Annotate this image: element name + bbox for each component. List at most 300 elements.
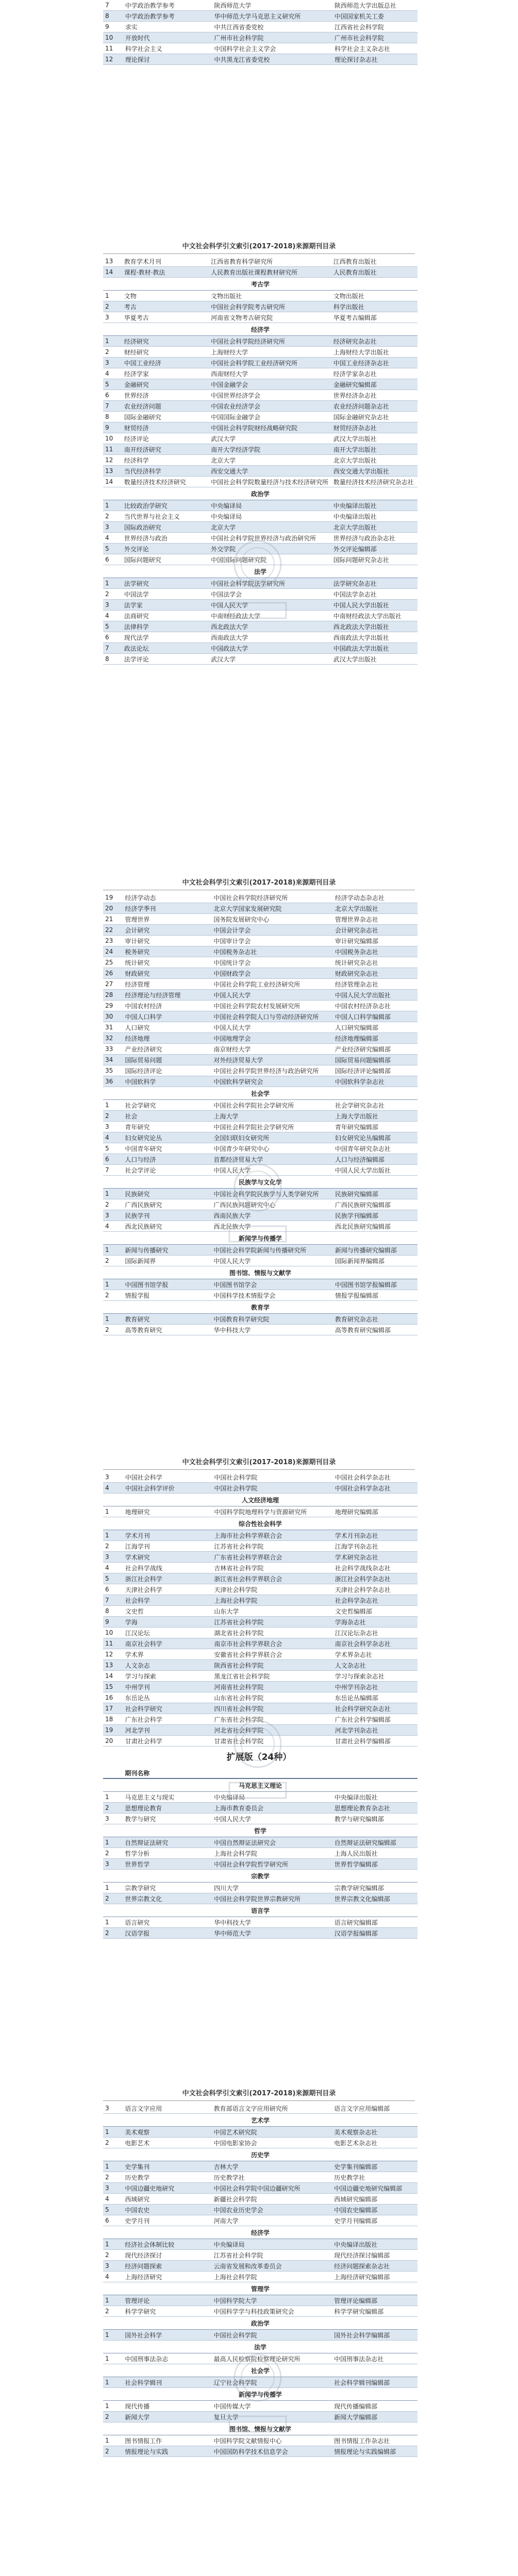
- journal-name: 中州学刊: [123, 1682, 212, 1692]
- journal-row: [103, 1714, 417, 1725]
- journal-org: 四川大学: [212, 1883, 332, 1893]
- journal-num: 5: [103, 621, 122, 632]
- journal-pub: 浙江社会科学杂志社: [333, 1573, 417, 1584]
- journal-name: 世界宗教文化: [123, 1893, 212, 1904]
- journal-name: 经济科学: [122, 455, 209, 466]
- journal-org: 江苏省社会科学院: [212, 2250, 332, 2261]
- journal-name: 学术研究: [123, 1552, 212, 1563]
- journal-pub: 江西教育出版社: [331, 256, 417, 267]
- section-title: 人文经济地理: [103, 1494, 417, 1506]
- journal-name: 青年研究: [123, 1122, 211, 1132]
- journal-num: 6: [103, 1584, 123, 1595]
- journal-name: 文物: [122, 291, 209, 301]
- journal-row: [103, 990, 417, 1001]
- journal-pub: 高等教育研究编辑部: [333, 1325, 417, 1335]
- journal-pub: 陕西师范大学出版总社: [332, 0, 417, 11]
- journal-name: 社会学评论: [123, 1165, 211, 1176]
- journal-name: 社会: [123, 1111, 211, 1122]
- journal-pub: 社会学研究杂志社: [333, 1100, 417, 1111]
- journal-num: 5: [103, 1143, 123, 1154]
- journal-row: [103, 892, 417, 903]
- journal-name: 中学政治教学参考: [123, 0, 212, 11]
- journal-num: 27: [103, 979, 123, 990]
- section-title: 经济学: [103, 323, 417, 336]
- journal-org: 安徽省社会科学界联合会: [212, 1649, 332, 1660]
- journal-row: [103, 1792, 417, 1803]
- journal-org: 江苏省社会科学院: [212, 1617, 332, 1628]
- journal-num: 17: [103, 1703, 123, 1714]
- journal-pub: 东岳论丛编辑部: [333, 1692, 417, 1703]
- journal-pub: 江汉论坛杂志社: [333, 1628, 417, 1638]
- journal-row: [103, 2412, 417, 2422]
- journal-pub: 现代经济探讨编辑部: [332, 2250, 417, 2261]
- journal-name: 中国社会科学: [123, 1472, 212, 1483]
- journal-num: 1: [103, 1530, 123, 1541]
- journal-pub: 文史哲编辑部: [333, 1606, 417, 1617]
- journal-row: [103, 946, 417, 957]
- journal-pub: 国际经济评论编辑部: [333, 1065, 417, 1076]
- journal-num: 28: [103, 990, 123, 1001]
- journal-num: 4: [103, 611, 122, 621]
- journal-row: [103, 466, 417, 477]
- journal-org: 中国社会科学院世界经济与政治研究所: [211, 1065, 332, 1076]
- journal-num: 5: [103, 544, 122, 554]
- journal-num: 4: [103, 1221, 123, 1232]
- journal-name: 国际新闻界: [123, 1256, 211, 1266]
- journal-org: 江苏省社会科学院: [212, 1541, 332, 1552]
- journal-org: 吉林大学: [212, 2161, 332, 2172]
- journal-org: 中国税务杂志社: [211, 946, 332, 957]
- journal-num: 11: [103, 43, 123, 54]
- journal-name: 社会科学: [123, 1595, 212, 1606]
- journal-num: 2: [103, 1256, 123, 1266]
- journal-name: 产业经济研究: [123, 1044, 211, 1055]
- journal-name: 比较政治学研究: [122, 500, 209, 511]
- journal-num: 12: [103, 54, 123, 65]
- section-heading: [103, 2341, 417, 2353]
- journal-org: 上海社会科学院: [212, 2272, 332, 2282]
- journal-org: 湖北省社会科学院: [212, 1628, 332, 1638]
- section-title: 艺术学: [103, 2114, 417, 2127]
- journal-num: 6: [103, 2215, 123, 2226]
- journal-org: 中国财政学会: [211, 968, 332, 979]
- journal-num: 2: [103, 301, 122, 312]
- journal-org: 中国社会科学院社会学研究所: [211, 1122, 332, 1132]
- journal-name: 农业经济问题: [122, 401, 209, 412]
- journal-row: [103, 2377, 417, 2388]
- journal-org: 文物出版社: [209, 291, 331, 301]
- journal-pub: 中国青年研究杂志社: [333, 1143, 417, 1154]
- journal-row: [103, 368, 417, 379]
- journal-org: 中南财经政法大学: [209, 611, 331, 621]
- journal-name: 语言研究: [123, 1917, 212, 1928]
- journal-num: 19: [103, 892, 123, 903]
- section-heading: [103, 1232, 417, 1245]
- journal-num: 3: [103, 2183, 123, 2194]
- journal-row: [103, 1692, 417, 1703]
- journal-row: [103, 1143, 417, 1154]
- journal-name: 社会学研究: [123, 1100, 211, 1111]
- journal-name: 中国人口科学: [123, 1011, 211, 1022]
- journal-num: 1: [103, 1883, 123, 1893]
- journal-num: 4: [103, 368, 122, 379]
- journal-num: 1: [103, 2239, 123, 2250]
- journal-row: [103, 1736, 417, 1747]
- section-title: 考古学: [103, 278, 417, 291]
- journal-name: 经济学动态: [123, 892, 211, 903]
- journal-org: 中国国际金融学会: [209, 412, 331, 422]
- journal-row: [103, 1848, 417, 1859]
- journal-num: 1: [103, 291, 122, 301]
- journal-num: 8: [103, 1606, 123, 1617]
- journal-num: 1: [103, 1837, 123, 1848]
- journal-pub: 理论探讨杂志社: [332, 54, 417, 65]
- journal-org: 中国自然辩证法研究会: [212, 1837, 332, 1848]
- journal-row: [103, 1928, 417, 1939]
- journal-row: [103, 1165, 417, 1176]
- journal-pub: 广西民族研究编辑部: [333, 1199, 417, 1210]
- journal-pub: 管理世界杂志社: [333, 914, 417, 925]
- journal-row: [103, 1111, 417, 1122]
- journal-pub: 华夏考古编辑部: [331, 312, 417, 323]
- journal-org: 山东省社会科学院: [212, 1692, 332, 1703]
- journal-num: 2: [103, 1290, 123, 1301]
- journal-num: 16: [103, 1692, 123, 1703]
- journal-row: [103, 2127, 417, 2138]
- journal-name: 国际政治研究: [122, 522, 209, 533]
- header-divider: [103, 2100, 415, 2101]
- journal-row: [103, 1573, 417, 1584]
- journal-org: 上海社会科学院: [212, 1595, 332, 1606]
- journal-name: 中学政治教学参考: [123, 11, 212, 22]
- journal-table: [103, 256, 417, 665]
- journal-pub: 经济学家杂志社: [331, 368, 417, 379]
- journal-num: 21: [103, 914, 123, 925]
- journal-name: 南开经济研究: [122, 444, 209, 455]
- section-heading: [103, 1494, 417, 1506]
- journal-name: 会计研究: [123, 925, 211, 936]
- journal-row: [103, 1837, 417, 1848]
- journal-org: 中国社会科学院考古研究所: [209, 301, 331, 312]
- journal-num: 8: [103, 11, 123, 22]
- journal-num: 35: [103, 1065, 123, 1076]
- document-page: [0, 0, 518, 65]
- journal-row: [103, 578, 417, 589]
- journal-row: [103, 2446, 417, 2457]
- journal-org: 中央编译局: [212, 2239, 332, 2250]
- journal-pub: 语言文字应用编辑部: [332, 2103, 417, 2114]
- journal-org: 全国妇联妇女研究所: [211, 1132, 332, 1143]
- journal-pub: 统计研究杂志社: [333, 957, 417, 968]
- journal-pub: 南开大学出版社: [331, 444, 417, 455]
- journal-num: 20: [103, 903, 123, 914]
- journal-pub: 学术研究杂志社: [333, 1552, 417, 1563]
- journal-pub: 学海杂志社: [333, 1617, 417, 1628]
- journal-org: 中共江西省委党校: [212, 22, 332, 32]
- journal-num: 2: [103, 1325, 123, 1335]
- journal-num: 7: [103, 401, 122, 412]
- journal-num: 3: [103, 2103, 123, 2114]
- journal-org: 西北民族大学: [211, 1221, 332, 1232]
- journal-num: 6: [103, 632, 122, 643]
- journal-pub: 上海财经大学出版社: [331, 347, 417, 358]
- journal-row: [103, 1703, 417, 1714]
- journal-row: [103, 1552, 417, 1563]
- journal-num: 13: [103, 466, 122, 477]
- journal-num: 1: [103, 2330, 123, 2341]
- column-header: [332, 1768, 417, 1778]
- journal-row: [103, 358, 417, 368]
- journal-org: 中国社会科学院工业经济研究所: [211, 979, 332, 990]
- journal-num: 1: [103, 1792, 123, 1803]
- journal-name: 数量经济技术经济研究: [122, 477, 209, 487]
- journal-row: [103, 1001, 417, 1011]
- journal-name: 美术观察: [123, 2127, 211, 2138]
- journal-row: [103, 267, 417, 278]
- journal-pub: 情报学报编辑部: [333, 1290, 417, 1301]
- journal-pub: 汉语学报编辑部: [332, 1928, 417, 1939]
- journal-row: [103, 957, 417, 968]
- journal-org: 中国世界经济学会: [209, 390, 331, 401]
- journal-num: 12: [103, 455, 122, 466]
- journal-org: 四川省社会科学院: [212, 1703, 332, 1714]
- journal-org: 中国社会科学院经济研究所: [209, 336, 331, 347]
- section-title: 语言学: [103, 1904, 417, 1917]
- journal-num: 31: [103, 1022, 123, 1033]
- journal-pub: 学习与探索杂志社: [333, 1671, 417, 1682]
- journal-num: 1: [103, 2401, 123, 2412]
- journal-pub: 美术观察杂志社: [332, 2127, 417, 2138]
- journal-row: [103, 522, 417, 533]
- section-title: 社会学: [103, 1087, 417, 1100]
- journal-name: 现代传播: [123, 2401, 211, 2412]
- journal-name: 世界哲学: [123, 1859, 212, 1870]
- journal-pub: 中国工业经济杂志社: [331, 358, 417, 368]
- journal-num: 3: [103, 1552, 123, 1563]
- journal-org: 历史教学社: [212, 2172, 332, 2183]
- journal-pub: 思想理论教育杂志社: [332, 1803, 417, 1814]
- journal-row: [103, 632, 417, 643]
- journal-row: [103, 589, 417, 600]
- journal-name: 开放时代: [123, 32, 212, 43]
- section-title: 马克思主义理论: [103, 1778, 417, 1792]
- journal-pub: 自然辩证法研究编辑部: [332, 1837, 417, 1848]
- journal-name: 管理世界: [123, 914, 211, 925]
- journal-org: 国务院发展研究中心: [211, 914, 332, 925]
- journal-org: 中国人民大学: [211, 990, 332, 1001]
- journal-name: 当代经济科学: [122, 466, 209, 477]
- journal-row: [103, 1122, 417, 1132]
- journal-row: [103, 1617, 417, 1628]
- journal-name: 求实: [123, 22, 212, 32]
- journal-row: [103, 654, 417, 665]
- journal-org: 武汉大学: [209, 654, 331, 665]
- section-title: 宗教学: [103, 1870, 417, 1883]
- journal-pub: 民族学刊编辑部: [333, 1210, 417, 1221]
- journal-org: 江西省教育科学研究所: [209, 256, 331, 267]
- journal-name: 国际贸易问题: [123, 1055, 211, 1065]
- section-heading: [103, 2317, 417, 2330]
- journal-name: 法律科学: [122, 621, 209, 632]
- journal-row: [103, 1472, 417, 1483]
- journal-org: 上海社会科学院: [212, 1848, 332, 1859]
- journal-num: 1: [103, 1245, 123, 1256]
- journal-org: 中国法学会: [209, 589, 331, 600]
- journal-name: 国际金融研究: [122, 412, 209, 422]
- journal-name: 现代法学: [122, 632, 209, 643]
- journal-num: 1: [103, 500, 122, 511]
- journal-name: 江海学刊: [123, 1541, 212, 1552]
- journal-org: 甘肃省社会科学院: [212, 1736, 332, 1747]
- journal-org: 中国社会科学院哲学研究所: [212, 1859, 332, 1870]
- journal-name: 世界经济: [122, 390, 209, 401]
- journal-num: 4: [103, 1132, 123, 1143]
- journal-row: [103, 477, 417, 487]
- journal-org: 中国农业历史学会: [212, 2205, 332, 2215]
- journal-num: 10: [103, 32, 123, 43]
- journal-pub: 国际问题研究杂志社: [331, 554, 417, 565]
- journal-num: 14: [103, 477, 122, 487]
- journal-pub: 新闻与传播研究编辑部: [333, 1245, 417, 1256]
- journal-num: 26: [103, 968, 123, 979]
- journal-org: 中国社会科学院: [212, 1472, 332, 1483]
- extended-edition-title: 扩展版（24种）: [226, 1752, 292, 1762]
- journal-num: 7: [103, 643, 122, 654]
- journal-pub: 世界哲学编辑部: [332, 1859, 417, 1870]
- journal-row: [103, 1325, 417, 1335]
- journal-org: 中国人民大学: [212, 1814, 332, 1824]
- journal-org: 中国社会科学院经济研究所: [211, 892, 332, 903]
- journal-pub: 西域研究编辑部: [332, 2194, 417, 2205]
- journal-org: 中国国防科学技术信息学会: [212, 2446, 332, 2457]
- journal-org: 中国传媒大学: [212, 2401, 332, 2412]
- journal-pub: 审计研究编辑部: [333, 936, 417, 946]
- journal-name: 经济学家: [122, 368, 209, 379]
- journal-pub: 人文杂志社: [333, 1660, 417, 1671]
- journal-name: 科学学研究: [123, 2306, 211, 2317]
- journal-num: 2: [103, 1893, 123, 1904]
- journal-org: 北京大学: [209, 522, 331, 533]
- journal-name: 新闻大学: [123, 2412, 211, 2422]
- journal-pub: 北京大学出版社: [331, 455, 417, 466]
- journal-num: 3: [103, 1472, 123, 1483]
- journal-org: 广东省社会科学院: [212, 1714, 332, 1725]
- journal-org: 河南大学: [212, 2215, 332, 2226]
- journal-row: [103, 533, 417, 544]
- journal-row: [103, 1638, 417, 1649]
- journal-org: 陕西师范大学: [212, 0, 332, 11]
- journal-num: 6: [103, 554, 122, 565]
- journal-row: [103, 1660, 417, 1671]
- journal-row: [103, 511, 417, 522]
- journal-name: 金融研究: [122, 379, 209, 390]
- journal-row: [103, 2306, 417, 2317]
- journal-pub: 中州学刊杂志社: [333, 1682, 417, 1692]
- journal-num: 30: [103, 1011, 123, 1022]
- journal-name: 广西民族研究: [123, 1199, 211, 1210]
- journal-name: 河北学刊: [123, 1725, 212, 1736]
- journal-num: 1: [103, 2377, 123, 2388]
- journal-org: 南开大学经济学院: [209, 444, 331, 455]
- journal-name: 世界经济与政治: [122, 533, 209, 544]
- journal-row: [103, 968, 417, 979]
- journal-pub: 武汉大学出版社: [331, 433, 417, 444]
- journal-name: 财贸经济: [122, 422, 209, 433]
- journal-num: 22: [103, 925, 123, 936]
- journal-row: [103, 336, 417, 347]
- journal-num: 10: [103, 433, 122, 444]
- journal-num: 2: [103, 1848, 123, 1859]
- journal-name: 中国青年研究: [123, 1143, 211, 1154]
- journal-row: [103, 1132, 417, 1143]
- journal-pub: 财政研究杂志社: [333, 968, 417, 979]
- journal-org: 华中科技大学: [211, 1325, 332, 1335]
- document-page: [0, 2087, 518, 2457]
- journal-name: 马克思主义与现实: [123, 1792, 212, 1803]
- page-header: 中文社会科学引文索引(2017-2018)来源期刊目录: [182, 879, 336, 887]
- journal-pub: 西北民族研究编辑部: [333, 1221, 417, 1232]
- journal-name: 广东社会科学: [123, 1714, 212, 1725]
- journal-row: [103, 1883, 417, 1893]
- journal-row: [103, 422, 417, 433]
- journal-name: 国际问题研究: [122, 554, 209, 565]
- journal-name: 中国农史: [123, 2205, 211, 2215]
- journal-name: 经济地理: [123, 1033, 211, 1044]
- journal-org: 辽宁社会科学院: [212, 2377, 332, 2388]
- journal-org: 中国人民大学: [211, 1165, 332, 1176]
- journal-pub: 中国人民大学出版社: [333, 990, 417, 1001]
- journal-row: [103, 1044, 417, 1055]
- journal-name: 科学社会主义: [123, 43, 212, 54]
- journal-org: 人民教育出版社课程教材研究所: [209, 267, 331, 278]
- journal-name: 学术界: [123, 1649, 212, 1660]
- journal-org: 中国科学学与科技政策研究会: [212, 2306, 332, 2317]
- journal-pub: 人口与经济编辑部: [333, 1154, 417, 1165]
- journal-org: 西南民族大学: [211, 1210, 332, 1221]
- journal-pub: 中国政法大学出版社: [331, 643, 417, 654]
- journal-row: [103, 1245, 417, 1256]
- journal-pub: 中南财经政法大学出版社: [331, 611, 417, 621]
- journal-name: 理论探讨: [123, 54, 212, 65]
- journal-num: 2: [103, 347, 122, 358]
- journal-num: 2: [103, 1111, 123, 1122]
- journal-name: 哲学分析: [123, 1848, 212, 1859]
- journal-pub: 经济问题探索杂志社: [332, 2261, 417, 2272]
- journal-row: [103, 1483, 417, 1494]
- journal-row: [103, 455, 417, 466]
- journal-pub: 教育研究杂志社: [333, 1314, 417, 1325]
- section-heading: [103, 487, 417, 500]
- section-heading: [103, 1517, 417, 1530]
- column-header: [103, 1768, 123, 1778]
- journal-pub: 上海经济研究编辑部: [332, 2272, 417, 2282]
- journal-name: 情报学报: [123, 1290, 211, 1301]
- journal-pub: 经济学动态杂志社: [333, 892, 417, 903]
- journal-pub: 经济管理杂志社: [333, 979, 417, 990]
- journal-num: 1: [103, 2295, 123, 2306]
- journal-name: 汉语学报: [123, 1928, 212, 1939]
- journal-row: [103, 1584, 417, 1595]
- journal-num: 5: [103, 2205, 123, 2215]
- header-divider: [103, 1469, 415, 1470]
- journal-org: 河南省文物考古研究院: [209, 312, 331, 323]
- journal-row: [103, 1065, 417, 1076]
- journal-row: [103, 925, 417, 936]
- journal-num: 6: [103, 390, 122, 401]
- journal-name: 教育学术月刊: [122, 256, 209, 267]
- journal-name: 经济理论与经济管理: [123, 990, 211, 1001]
- journal-num: 2: [103, 1199, 123, 1210]
